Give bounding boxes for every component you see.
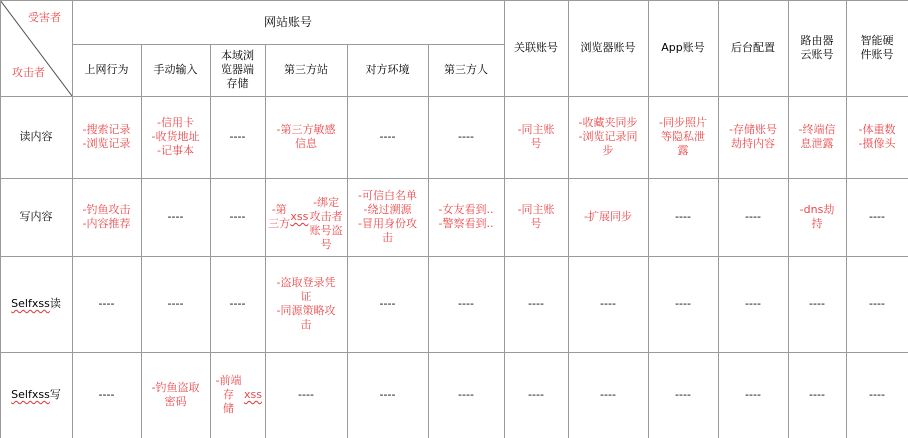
attack-scenario-cell: -女友看到.. -警察看到.. xyxy=(438,203,494,230)
attack-scenario-cell: -收藏夹同步 -浏览记录同 步 xyxy=(578,116,638,157)
column-header: 第三方人 xyxy=(444,63,488,76)
empty-cell: ---- xyxy=(98,297,115,310)
empty-cell: ---- xyxy=(298,388,314,401)
empty-cell: ---- xyxy=(379,297,396,310)
empty-cell: ---- xyxy=(675,388,691,401)
column-header: 第三方站 xyxy=(284,63,328,76)
row-header: Selfxss 写 xyxy=(11,388,61,401)
attack-scenario-cell: -同主账 号 xyxy=(517,123,555,150)
empty-cell: ---- xyxy=(167,297,184,310)
attack-scenario-cell: -dns劫 持 xyxy=(799,203,835,230)
empty-cell: ---- xyxy=(745,388,761,401)
empty-cell: ---- xyxy=(675,297,691,310)
column-header: 路由器 云账号 xyxy=(800,34,834,61)
attack-scenario-cell: -终端信 息泄露 xyxy=(798,123,836,150)
column-header: 浏览器账号 xyxy=(580,41,636,54)
empty-cell: ---- xyxy=(869,297,885,310)
empty-cell: ---- xyxy=(869,388,885,401)
empty-cell: ---- xyxy=(229,210,246,223)
empty-cell: ---- xyxy=(600,297,616,310)
attack-scenario-cell: -扩展同步 xyxy=(584,210,632,223)
empty-cell: ---- xyxy=(809,297,825,310)
attack-scenario-cell: -存储账号 劫持内容 xyxy=(729,123,777,150)
empty-cell: ---- xyxy=(379,388,396,401)
column-header: 后台配置 xyxy=(731,41,775,54)
corner-attacker-label: 攻击者 xyxy=(12,66,45,79)
attack-scenario-cell: -盗取登录凭 证 -同源策略攻 击 xyxy=(276,276,336,331)
attack-scenario-cell: -钓鱼盗取 密码 xyxy=(151,381,200,408)
empty-cell: ---- xyxy=(745,297,761,310)
column-header: App账号 xyxy=(661,41,705,54)
column-header: 智能硬 件账号 xyxy=(860,34,894,61)
empty-cell: ---- xyxy=(458,297,474,310)
empty-cell: ---- xyxy=(458,388,474,401)
empty-cell: ---- xyxy=(809,388,825,401)
empty-cell: ---- xyxy=(229,297,246,310)
empty-cell: ---- xyxy=(869,210,885,223)
empty-cell: ---- xyxy=(98,388,115,401)
attack-scenario-cell: -体重数 -摄像头 xyxy=(858,123,896,150)
row-header: Selfxss 读 xyxy=(11,297,61,310)
column-header: 上网行为 xyxy=(84,63,129,76)
column-header: 关联账号 xyxy=(514,41,558,54)
empty-cell: ---- xyxy=(379,130,396,143)
attack-scenario-cell: -钓鱼攻击 -内容推荐 xyxy=(82,203,131,230)
attack-scenario-cell: -第三方 xss -绑定攻击者 账号盗号 xyxy=(268,196,343,251)
row-header: 读内容 xyxy=(19,130,53,143)
group-header-website-account: 网站账号 xyxy=(263,15,312,29)
empty-cell: ---- xyxy=(745,210,761,223)
empty-cell: ---- xyxy=(528,297,544,310)
attack-scenario-cell: -搜索记录 -浏览记录 xyxy=(82,123,131,150)
empty-cell: ---- xyxy=(600,388,616,401)
row-header: 写内容 xyxy=(19,210,53,223)
empty-cell: ---- xyxy=(675,210,691,223)
corner-victim-label: 受害者 xyxy=(28,11,61,24)
attack-scenario-cell: -同主账 号 xyxy=(517,203,555,230)
empty-cell: ---- xyxy=(167,210,184,223)
column-header: 对方环境 xyxy=(365,63,410,76)
attack-scenario-cell: -同步照片 等隐私泄 露 xyxy=(659,116,707,157)
attack-scenario-cell: -信用卡 -收货地址 -记事本 xyxy=(151,116,200,157)
column-header: 本域浏 览器端 存储 xyxy=(221,49,254,90)
column-header: 手动输入 xyxy=(153,63,198,76)
attack-scenario-cell: -前端存 储 xss xyxy=(215,374,262,415)
attack-scenario-cell: -可信白名单 -绕过溯源 -冒用身份攻 击 xyxy=(358,189,417,244)
empty-cell: ---- xyxy=(458,130,474,143)
attack-scenario-cell: -第三方敏感 信息 xyxy=(276,123,336,150)
empty-cell: ---- xyxy=(528,388,544,401)
empty-cell: ---- xyxy=(229,130,246,143)
